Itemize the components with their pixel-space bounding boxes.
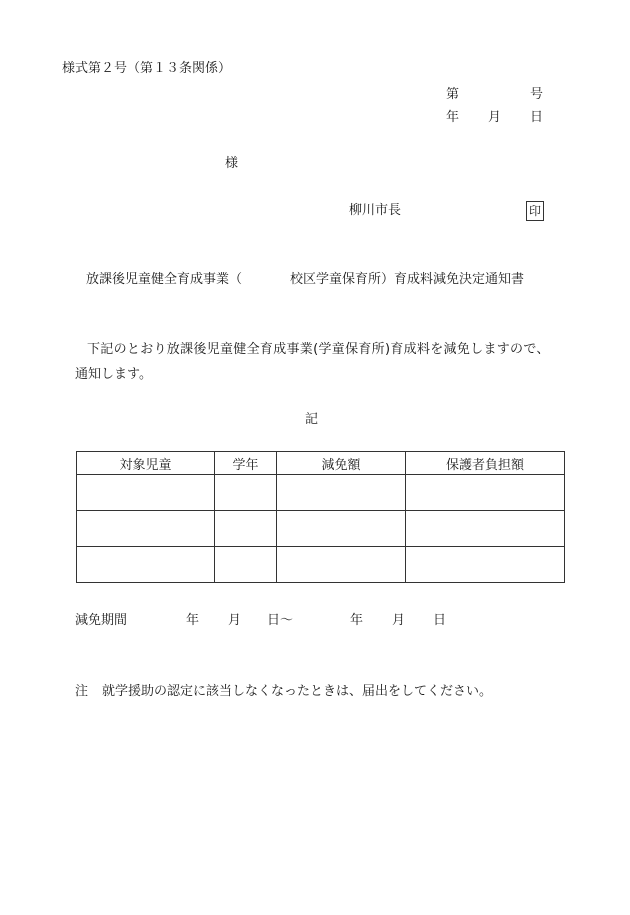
table-cell xyxy=(215,475,277,511)
table-cell xyxy=(215,547,277,583)
relief-table xyxy=(76,451,565,583)
period-start-month: 月 xyxy=(228,613,242,628)
table-cell xyxy=(215,511,277,547)
issue-date-day: 日 xyxy=(530,110,544,125)
table-cell xyxy=(77,475,215,511)
body-text-line-2: 通知します。 xyxy=(75,367,152,382)
column-header-relief-amount: 減免額 xyxy=(277,452,406,475)
column-header-target-child: 対象児童 xyxy=(77,452,215,475)
table-cell xyxy=(406,547,565,583)
table-cell xyxy=(277,547,406,583)
period-start-day: 日～ xyxy=(267,613,294,628)
table-row xyxy=(77,475,565,511)
form-number-label: 様式第２号（第１３条関係） xyxy=(62,61,232,76)
table-cell xyxy=(406,475,565,511)
body-text-line-1: 下記のとおり放課後児童健全育成事業(学童保育所)育成料を減免しますので、 xyxy=(87,342,550,357)
period-end-day: 日 xyxy=(433,613,447,628)
relief-period-label: 減免期間 xyxy=(75,613,128,628)
table-header-row xyxy=(77,452,565,475)
recipient-honorific: 様 xyxy=(225,156,239,171)
column-header-grade: 学年 xyxy=(215,452,277,475)
table-cell xyxy=(77,547,215,583)
table-cell xyxy=(77,511,215,547)
table-cell xyxy=(277,511,406,547)
document-title-part-a: 放課後児童健全育成事業（ xyxy=(86,272,243,287)
document-title-part-b: 校区学童保育所）育成料減免決定通知書 xyxy=(290,272,525,287)
note-text: 就学援助の認定に該当しなくなったときは、届出をしてください。 xyxy=(102,684,493,699)
document-number-prefix: 第 xyxy=(446,87,460,102)
column-header-guardian-payment: 保護者負担額 xyxy=(406,452,565,475)
seal-mark: 印 xyxy=(526,201,544,221)
period-end-month: 月 xyxy=(392,613,406,628)
ki-heading: 記 xyxy=(305,412,319,427)
issuer-name: 柳川市長 xyxy=(349,203,402,218)
table-row xyxy=(77,547,565,583)
table-cell xyxy=(277,475,406,511)
table-row xyxy=(77,511,565,547)
period-start-year: 年 xyxy=(186,613,200,628)
issue-date-month: 月 xyxy=(488,110,502,125)
note-marker: 注 xyxy=(75,684,89,699)
table-cell xyxy=(406,511,565,547)
period-end-year: 年 xyxy=(350,613,364,628)
issue-date-year: 年 xyxy=(446,110,460,125)
document-number-suffix: 号 xyxy=(530,87,544,102)
